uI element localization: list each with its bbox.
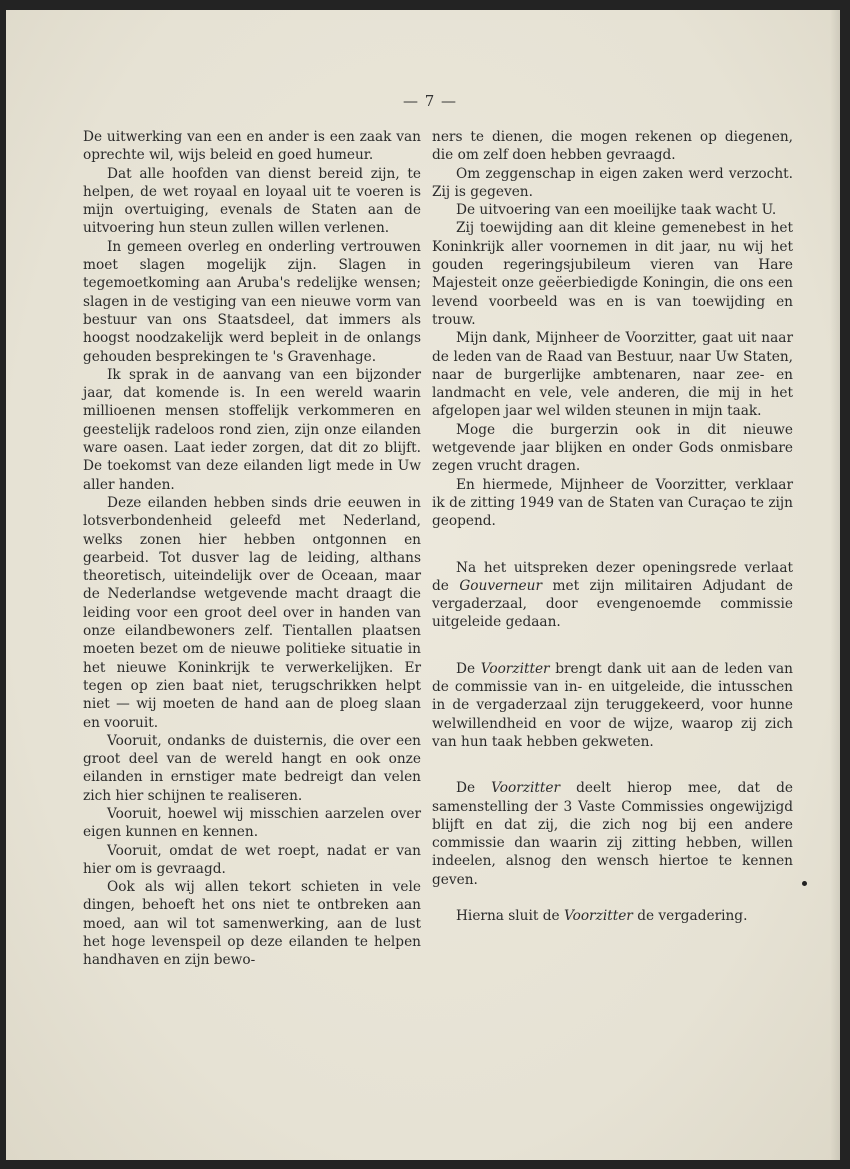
paragraph-voorzitter-commissions bbox=[432, 779, 793, 889]
paragraph: Vooruit, hoewel wij misschien aarzelen over eigen kunnen en kennen. bbox=[83, 805, 421, 841]
paragraph: In gemeen overleg en onderling vertrouwen moet slagen mogelijk zijn. Slagen in tegemoetkoming aan Aruba's redelijke wensen; slagen in de vestiging van een nieuwe vorm van bestuur van ons Staatsdeel, dat immers als hoogst noodzakelijk werd bepleit in de onlangs gehouden besprekingen te 's Gravenhage. bbox=[83, 238, 421, 365]
paragraph-closing bbox=[432, 907, 793, 925]
spacer bbox=[432, 531, 793, 559]
emphasis-voorzitter: Voorzitter bbox=[491, 780, 561, 797]
left-column bbox=[83, 128, 421, 970]
paragraph: Moge die burgerzin ook in dit nieuwe wetgevende jaar blijken en onder Gods onmisbare zegen vrucht dragen. bbox=[432, 421, 793, 475]
emphasis-voorzitter: Voorzitter bbox=[480, 660, 550, 677]
paragraph: Vooruit, omdat de wet roept, nadat er van hier om is gevraagd. bbox=[83, 842, 421, 877]
paragraph: Ik sprak in de aanvang van een bijzonder jaar, dat komende is. In een wereld waarin millioenen mensen stoffelijk verkommeren en geestelijk radeloos rond zien, zijn onze eilanden ware oasen. Laat ieder zorgen, dat dit zo blijft. De toekomst van deze eilanden ligt mede in Uw aller handen. bbox=[83, 366, 421, 493]
text-run: De bbox=[456, 660, 476, 677]
paragraph: Zij toewijding aan dit kleine gemenebest in het Koninkrijk aller voornemen in dit jaar, nu wij het gouden regeringsjubileum vieren van Hare Majesteit onze geëerbiedigde Koningin, die ons een levend voorbeeld was en is van toewijding en trouw. bbox=[432, 220, 793, 328]
paragraph-voorzitter-thanks bbox=[432, 660, 793, 751]
spacer bbox=[432, 751, 793, 779]
text-run: Na het uitspreken dezer openingsrede verlaat de bbox=[432, 559, 793, 594]
paragraph: Mijn dank, Mijnheer de Voorzitter, gaat uit naar de leden van de Raad van Bestuur, naar Uw Staten, naar de burgerlijke ambtenaren, naar zee- en landmacht en vele, vele anderen, die mij in het afgelopen jaar wel wilden steunen in mijn taak. bbox=[432, 330, 793, 420]
paragraph: Om zeggenschap in eigen zaken werd verzocht. Zij is gegeven. bbox=[432, 165, 793, 200]
text-run: brengt dank uit aan de leden van de commissie van in- en uitgeleide, die intusschen in de vergaderzaal zijn teruggekeerd, voor hunne welwillendheid en voor de wijze, waarop zij zich van hun taak hebben gekweten. bbox=[432, 660, 793, 750]
page-edge-shadow bbox=[830, 10, 840, 1160]
paragraph: En hiermede, Mijnheer de Voorzitter, verklaar ik de zitting 1949 van de Staten van Curaçao te zijn geopend. bbox=[432, 476, 793, 530]
emphasis-voorzitter: Voorzitter bbox=[563, 907, 633, 924]
text-run: Hierna sluit de bbox=[456, 907, 560, 924]
spacer bbox=[432, 632, 793, 660]
text-run: De bbox=[456, 780, 476, 797]
paragraph: Deze eilanden hebben sinds drie eeuwen in lotsverbondenheid geleefd met Nederland, welks zonen hier hebben ontgonnen en gearbeid. Tot dusver lag de leiding, althans theoretisch, uiteindelijk over de Oceaan, maar de Nederlandse wetgevende macht draagt die leiding voor een groot deel over in handen van onze eilandbewoners zelf. Tientallen plaatsen moeten bezet om de nieuwe politieke situatie in het nieuwe Koninkrijk te verwerkelijken. Er tegen op zien baat niet, terugschrikken helpt niet — wij moeten de hand aan de ploeg slaan en vooruit. bbox=[83, 494, 421, 731]
paragraph: Vooruit, ondanks de duisternis, die over een groot deel van de wereld hangt en ook onze eilanden in ernstiger mate bedreigt dan velen zich hier schijnen te realiseren. bbox=[83, 732, 421, 804]
paragraph: De uitwerking van een en ander is een zaak van oprechte wil, wijs beleid en goed humeur. bbox=[83, 129, 421, 164]
page-number: — 7 — bbox=[402, 92, 458, 110]
emphasis-gouverneur: Gouverneur bbox=[459, 577, 542, 594]
ink-dot bbox=[802, 881, 807, 886]
text-run: deelt hierop mee, dat de samenstelling der 3 Vaste Commissies ongewijzigd blijft en dat zij, die zich nog bij een andere commissie dan waarin zij zitting hebben, willen indeelen, alsnog den wensch hiertoe te kennen geven. bbox=[432, 780, 793, 888]
text-run: met zijn militairen Adjudant de vergaderzaal, door evengenoemde commissie uitgeleide gedaan. bbox=[432, 577, 794, 631]
paragraph-gouverneur-leaves bbox=[432, 559, 793, 632]
right-column bbox=[432, 128, 793, 925]
paragraph: Dat alle hoofden van dienst bereid zijn, te helpen, de wet royaal en loyaal uit te voeren is mijn overtuiging, evenals de Staten aan de uitvoering hun steun zullen willen verlenen. bbox=[83, 165, 421, 237]
text-run: de vergadering. bbox=[637, 907, 748, 924]
paragraph: De uitvoering van een moeilijke taak wacht U. bbox=[456, 202, 777, 219]
paragraph: ners te dienen, die mogen rekenen op diegenen, die om zelf doen hebben gevraagd. bbox=[432, 129, 793, 164]
paragraph: Ook als wij allen tekort schieten in vele dingen, behoeft het ons niet te ontbreken aan moed, aan wil tot samenwerking, aan de lust het hoge levenspeil op deze eilanden te helpen handhaven en zijn bewo- bbox=[83, 879, 421, 969]
spacer bbox=[432, 889, 793, 907]
